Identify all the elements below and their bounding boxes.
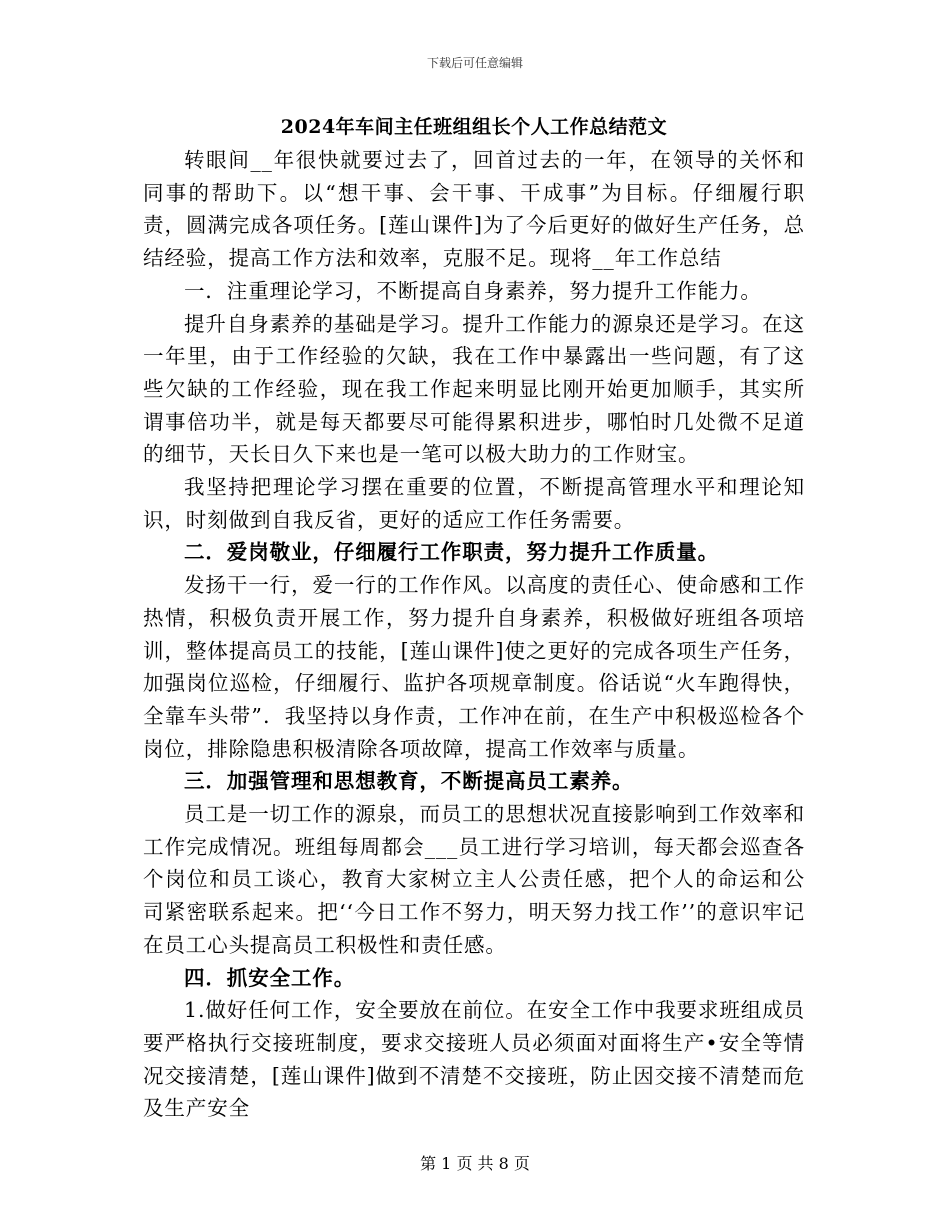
section-heading-2: 二．爱岗敬业，仔细履行工作职责，努力提升工作质量。 bbox=[184, 540, 719, 565]
paragraph-management: 员工是一切工作的源泉，而员工的思想状况直接影响到工作效率和工作完成情况。班组每周都会___员工进行学习培训，每天都会巡查各个岗位和员工谈心，教育大家树立主人公责任感，把个人的命运和公司紧密联系起来。把‘‘今日工作不努力，明天努力找工作’’的意识牢记在员工心头提高员工积极性和责任感。 bbox=[143, 802, 805, 957]
page-number: 第 1 页 共 8 页 bbox=[420, 1154, 530, 1173]
page-header-note: 下载后可任意编辑 bbox=[426, 56, 523, 70]
paragraph-safety: 1.做好任何工作，安全要放在前位。在安全工作中我要求班组成员要严格执行交接班制度，要求交接班人员必须面对面将生产•安全等情况交接清楚，[莲山课件]做到不清楚不交接班，防止因交接不清楚而危及生产安全 bbox=[143, 998, 805, 1121]
section-heading-3: 三．加强管理和思想教育，不断提高员工素养。 bbox=[184, 769, 634, 794]
document-body bbox=[143, 112, 805, 1125]
paragraph-dedication: 发扬干一行，爱一行的工作作风。以高度的责任心、使命感和工作热情，积极负责开展工作，努力提升自身素养，积极做好班组各项培训，整体提高员工的技能，[莲山课件]使之更好的完成各项生产任务，加强岗位巡检，仔细履行、监护各项规章制度。俗话说“火车跑得快，全靠车头带”．我坚持以身作责，工作冲在前，在生产中积极巡检各个岗位，排除隐患积极清除各项故障，提高工作效率与质量。 bbox=[143, 573, 805, 761]
paragraph-learning: 提升自身素养的基础是学习。提升工作能力的源泉还是学习。在这一年里，由于工作经验的欠缺，我在工作中暴露出一些问题，有了这些欠缺的工作经验，现在我工作起来明显比刚开始更加顺手，其实所谓事倍功半，就是每天都要尽可能得累积进步，哪怕时几处微不足道的细节，天长日久下来也是一笔可以极大助力的工作财宝。 bbox=[143, 311, 805, 467]
document-title: 2024年车间主任班组组长个人工作总结范文 bbox=[280, 116, 668, 138]
section-heading-4: 四．抓安全工作。 bbox=[184, 965, 356, 990]
paragraph-intro: 转眼间__年很快就要过去了，回首过去的一年，在领导的关怀和同事的帮助下。以“想干事、会干事、干成事”为目标。仔细履行职责，圆满完成各项任务。[莲山课件]为了今后更好的做好生产任务，总结经验，提高工作方法和效率，克服不足。现将__年工作总结 bbox=[143, 148, 805, 271]
paragraph-theory: 我坚持把理论学习摆在重要的位置，不断提高管理水平和理论知识，时刻做到自我反省，更好的适应工作任务需要。 bbox=[143, 475, 805, 532]
section-heading-1: 一．注重理论学习，不断提高自身素养，努力提升工作能力。 bbox=[184, 278, 762, 303]
